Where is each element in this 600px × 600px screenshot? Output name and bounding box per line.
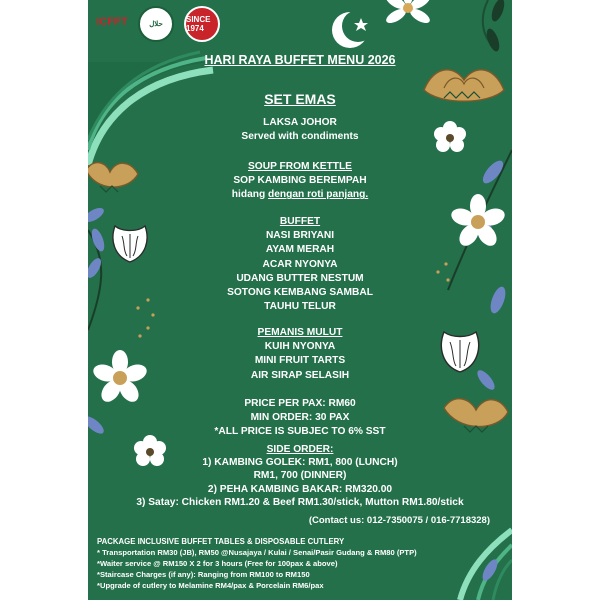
side-order-line: 2) PEHA KAMBING BAKAR: RM320.00 xyxy=(207,483,393,495)
pricing-section xyxy=(88,397,512,440)
dessert-item: MINI FRUIT TARTS xyxy=(254,355,346,367)
package-line: *Waiter service @ RM150 X 2 for 3 hours (Free for 100pax & above) xyxy=(97,558,338,568)
menu-poster xyxy=(88,0,512,600)
main-dish-name: LAKSA JOHOR xyxy=(263,117,337,128)
min-order: MIN ORDER: 30 PAX xyxy=(250,412,350,424)
side-order-heading: SIDE ORDER: xyxy=(266,444,334,455)
buffet-section xyxy=(88,215,512,314)
halal-logo: حلال xyxy=(138,6,174,42)
buffet-item: UDANG BUTTER NESTUM xyxy=(236,272,364,284)
soup-section xyxy=(88,160,512,203)
package-line: * Transportation RM30 (JB), RM50 @Nusajaya / Kulai / Senai/Pasir Gudang & RM80 (PTP) xyxy=(97,547,417,557)
main-dish-note: Served with condiments xyxy=(241,131,359,143)
package-line: *Staircase Charges (if any): Ranging from RM100 to RM150 xyxy=(97,569,310,579)
buffet-item: NASI BRIYANI xyxy=(265,230,335,242)
dessert-heading: PEMANIS MULUT xyxy=(257,327,343,338)
dessert-item: AIR SIRAP SELASIH xyxy=(250,369,350,381)
buffet-heading: BUFFET xyxy=(279,216,321,227)
menu-content xyxy=(88,0,512,600)
sst-note: *ALL PRICE IS SUBJEC TO 6% SST xyxy=(214,426,386,438)
menu-title: HARI RAYA BUFFET MENU 2026 xyxy=(204,53,396,67)
side-order-line: RM1, 700 (DINNER) xyxy=(253,470,347,482)
package-line: PACKAGE INCLUSIVE BUFFET TABLES & DISPOSABLE CUTLERY xyxy=(97,537,345,546)
dessert-item: KUIH NYONYA xyxy=(264,341,336,353)
buffet-item: AYAM MERAH xyxy=(265,244,335,256)
package-notes xyxy=(97,537,417,592)
side-order-line: 3) Satay: Chicken RM1.20 & Beef RM1.30/stick, Mutton RM1.80/stick xyxy=(136,496,464,508)
package-line: *Upgrade of cutlery to Melamine RM4/pax & Porcelain RM6/pax xyxy=(97,580,324,590)
buffet-item: SOTONG KEMBANG SAMBAL xyxy=(227,287,373,299)
dessert-section xyxy=(88,326,512,383)
buffet-item: TAUHU TELUR xyxy=(264,301,336,313)
since-1974-logo: SINCE 1974 xyxy=(184,6,220,42)
brand-logo: ICFFT xyxy=(96,16,128,28)
side-order-section xyxy=(88,443,512,509)
price-per-pax: PRICE PER PAX: RM60 xyxy=(244,398,356,409)
soup-note: hidang dengan roti panjang. xyxy=(231,189,369,201)
main-dish-section xyxy=(88,116,512,144)
set-name: SET EMAS xyxy=(264,91,336,107)
buffet-item: ACAR NYONYA xyxy=(262,258,338,270)
soup-name: SOP KAMBING BEREMPAH xyxy=(233,175,367,187)
contact-info: (Contact us: 012-7350075 / 016-7718328) xyxy=(308,515,490,526)
side-order-line: 1) KAMBING GOLEK: RM1, 800 (LUNCH) xyxy=(202,457,398,469)
soup-heading: SOUP FROM KETTLE xyxy=(248,161,352,172)
